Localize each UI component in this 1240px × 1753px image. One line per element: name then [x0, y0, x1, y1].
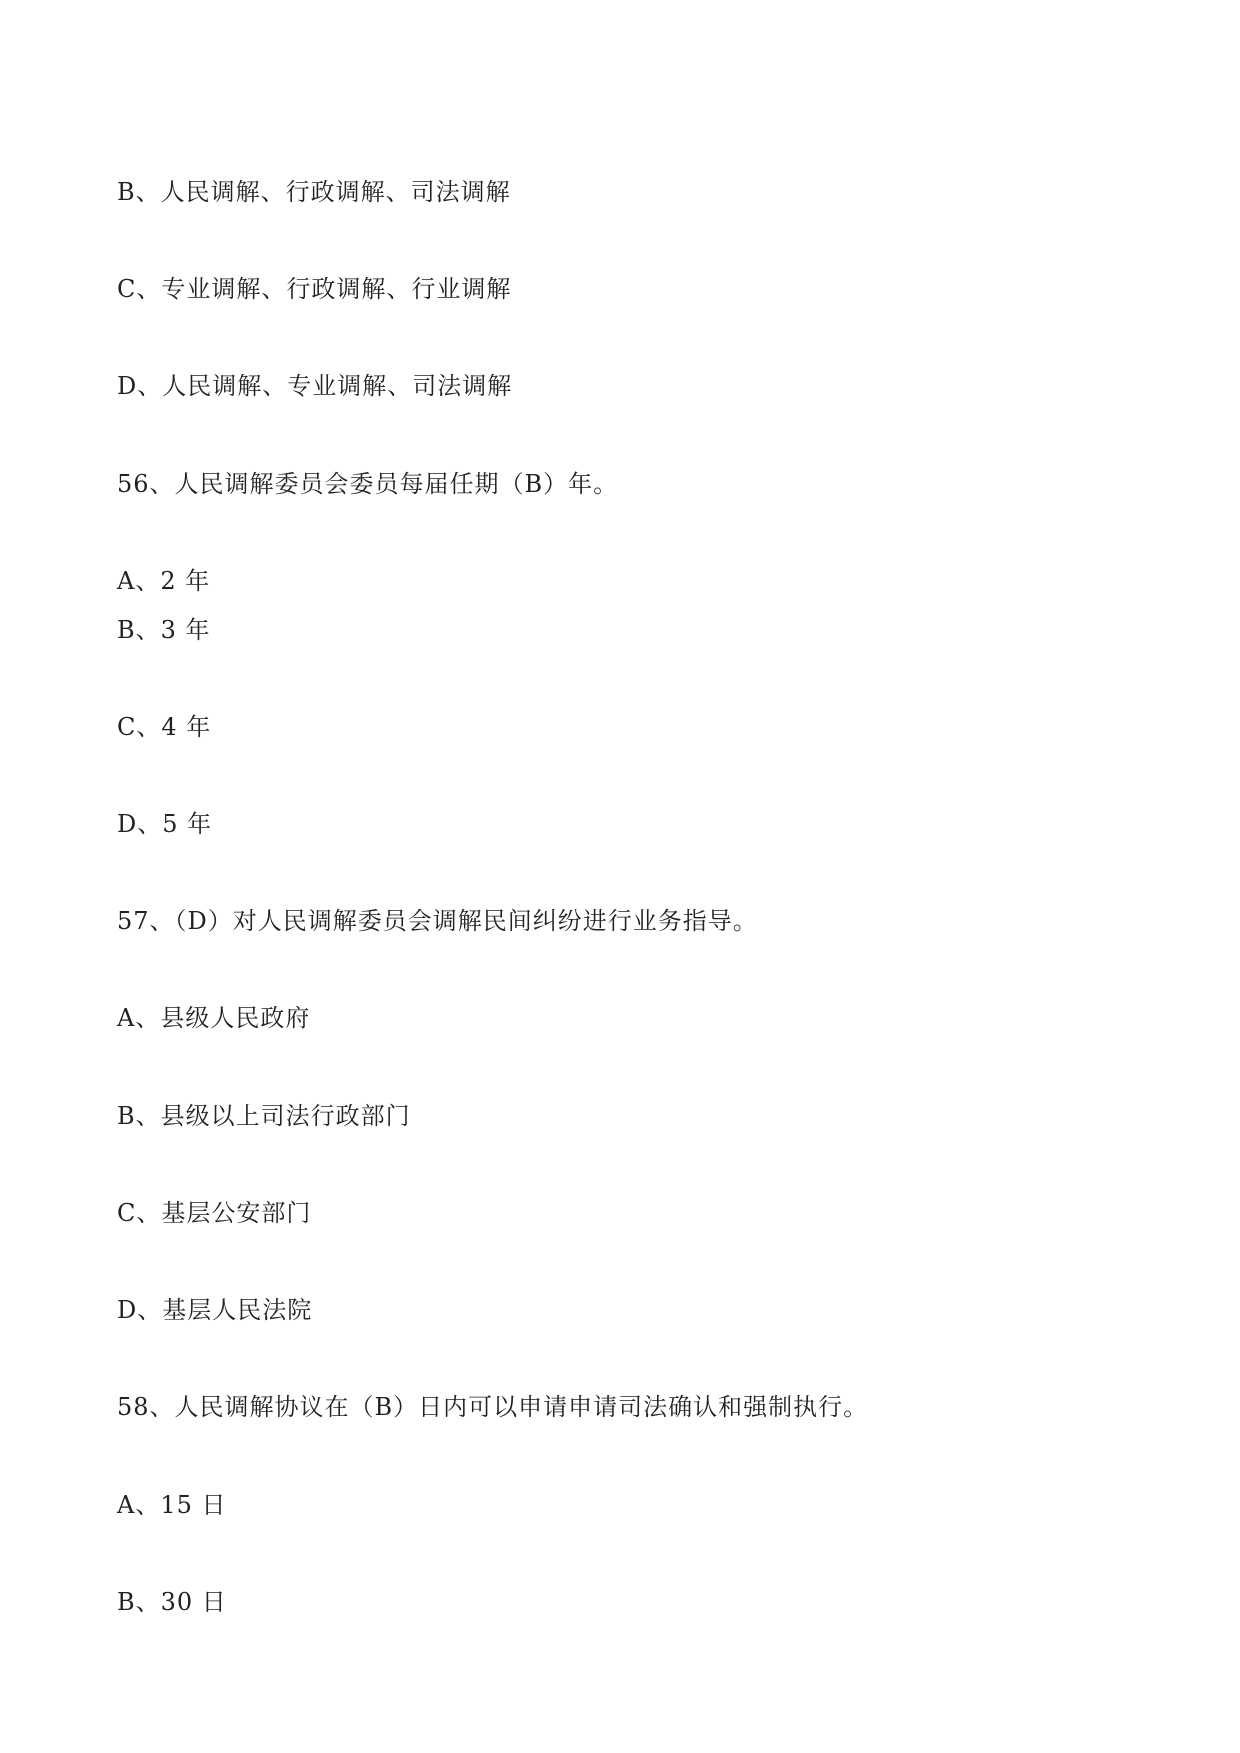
- option-line: B、3 年: [117, 616, 211, 644]
- option-line: B、30 日: [117, 1588, 227, 1616]
- option-line: C、专业调解、行政调解、行业调解: [117, 275, 512, 303]
- question-line: 58、人民调解协议在（B）日内可以申请申请司法确认和强制执行。: [117, 1393, 869, 1421]
- option-line: D、基层人民法院: [117, 1296, 313, 1324]
- option-line: A、2 年: [117, 567, 211, 595]
- option-line: A、15 日: [117, 1491, 227, 1519]
- option-line: B、县级以上司法行政部门: [117, 1102, 411, 1130]
- option-line: B、人民调解、行政调解、司法调解: [117, 178, 511, 206]
- option-line: A、县级人民政府: [117, 1004, 311, 1032]
- option-line: C、4 年: [117, 713, 212, 741]
- question-line: 57、（D）对人民调解委员会调解民间纠纷进行业务指导。: [117, 907, 758, 935]
- option-line: D、人民调解、专业调解、司法调解: [117, 372, 513, 400]
- option-line: D、5 年: [117, 810, 213, 838]
- question-line: 56、人民调解委员会委员每届任期（B）年。: [117, 470, 619, 498]
- option-line: C、基层公安部门: [117, 1199, 312, 1227]
